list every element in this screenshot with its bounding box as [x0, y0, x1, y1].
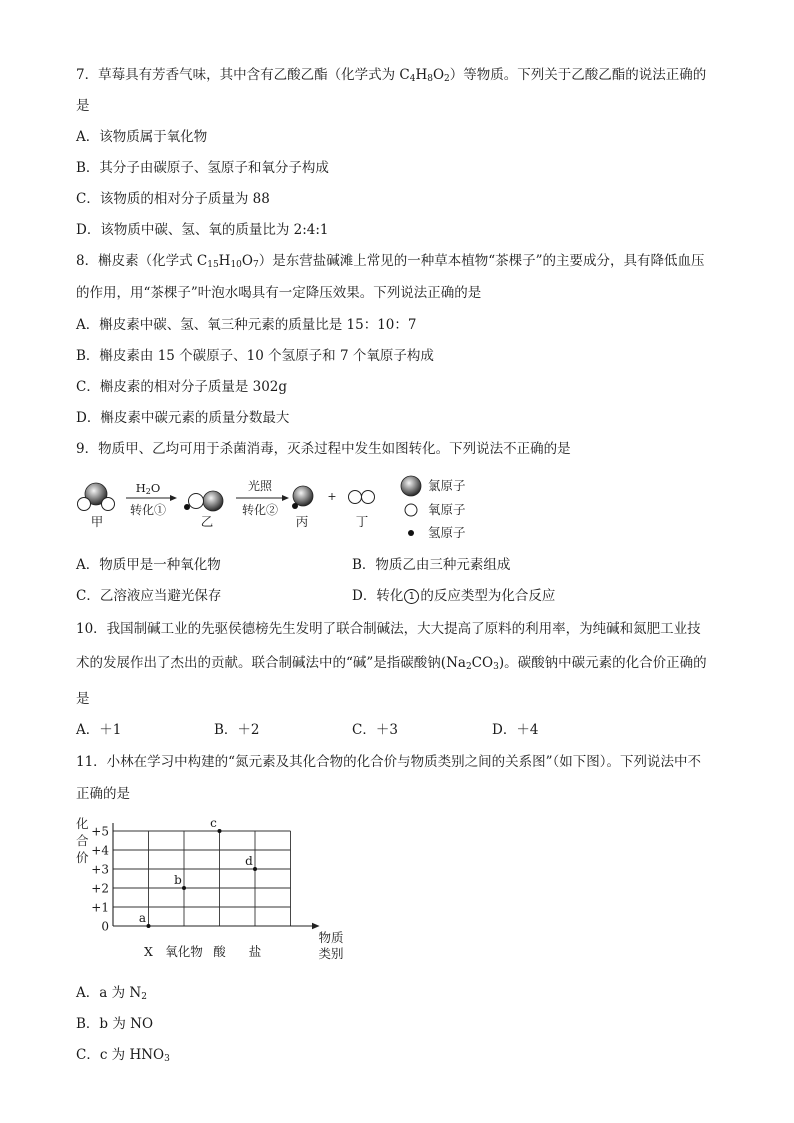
q8-option-d: D．槲皮素中碳元素的质量分数最大 [76, 410, 290, 426]
q8-stem-line1: 8．槲皮素（化学式 $C_{15}H_{10}O_7$）是东营盐碱滩上常见的一种草本植物“茶棵子”的主要成分，具有降低血压 [76, 253, 705, 270]
y-tick-label: +1 [91, 900, 109, 915]
q11-stem-line2: 正确的是 [76, 786, 130, 802]
q9-reaction-diagram [70, 470, 490, 546]
y-tick-label: 0 [101, 919, 109, 934]
q7-option-d: D．该物质中碳、氢、氧的质量比为 2:4:1 [76, 222, 329, 238]
q10-option-d: D．＋4 [492, 722, 539, 738]
y-tick-label: +4 [91, 843, 109, 858]
y-axis-label-char: 化 [76, 816, 89, 831]
data-point-label-a: a [138, 911, 147, 925]
q9-option-c: C．乙溶液应当避光保存 [76, 588, 222, 604]
arrow-conversion-2 [236, 478, 289, 517]
q7-option-b: B．其分子由碳原子、氢原子和氧分子构成 [76, 160, 329, 176]
q8-stem-line2: 的作用，用“茶棵子”叶泡水喝具有一定降压效果。下列说法正确的是 [76, 285, 482, 301]
molecule-bing [292, 486, 313, 509]
q9-option-d: D．转化 1 的反应类型为化合反应 [352, 588, 556, 604]
svg-text:光照: 光照 [247, 479, 273, 493]
q8-option-c: C．槲皮素的相对分子质量是 302g [76, 379, 288, 395]
y-tick-label: +5 [91, 824, 109, 839]
chart-x-ticks [144, 944, 262, 959]
svg-text:H2O: H2O [135, 481, 161, 496]
y-axis-label-char: 价 [76, 850, 89, 865]
x-tick-label: 氧化物 [165, 944, 203, 959]
q10-option-a: A．＋1 [76, 722, 122, 738]
q8-option-b: B．槲皮素由 15 个碳原子、10 个氢原子和 7 个氧原子构成 [76, 348, 434, 364]
q9-option-b: B．物质乙由三种元素组成 [352, 557, 511, 573]
q11-stem-line1: 11．小林在学习中构建的“氮元素及其化合物的化合价与物质类别之间的关系图”（如下图）。下列说法中不 [76, 754, 701, 770]
y-tick-label: +2 [91, 881, 109, 896]
q10-option-b: B．＋2 [214, 722, 260, 738]
label-yi: 乙 [200, 514, 214, 529]
legend-chlorine: 氯原子 [428, 478, 466, 493]
svg-text:转化②: 转化② [241, 503, 279, 517]
q10-stem-line3: 是 [76, 691, 90, 707]
molecule-ding [349, 491, 375, 504]
q7-option-c: C．该物质的相对分子质量为 88 [76, 191, 270, 207]
x-tick-label: 盐 [248, 944, 262, 959]
plus-sign: + [327, 490, 337, 503]
x-axis-label-line: 物质 [318, 930, 344, 945]
q10-stem-line2: 术的发展作出了杰出的贡献。联合制碱法中的“碱”是指碳酸钠$(Na_2CO_3)$。碳酸钠中碳元素的化合价正确的 [76, 655, 707, 672]
chart-axis-labels [76, 816, 344, 961]
q10-option-c: C．＋3 [352, 722, 398, 738]
x-tick-label: X [144, 944, 153, 959]
q7-option-a: A．该物质属于氧化物 [76, 129, 208, 145]
label-bing: 丙 [295, 514, 309, 529]
data-point-label-d: d [245, 854, 253, 868]
molecule-jia [78, 483, 115, 511]
legend-oxygen: 氧原子 [428, 502, 466, 517]
q7-stem-line2: 是 [76, 98, 90, 114]
chart-y-ticks [91, 825, 109, 934]
atom-legend [401, 476, 466, 540]
data-point-b [182, 886, 186, 890]
legend-hydrogen: 氢原子 [428, 525, 466, 540]
q10-stem-line1: 10．我国制碱工业的先驱侯德榜先生发明了联合制碱法，大大提高了原料的利用率，为纯碱和氮肥工业技 [76, 621, 701, 637]
chart-points [139, 816, 257, 928]
data-point-a [147, 924, 151, 928]
data-point-label-c: c [210, 816, 217, 830]
q11-option-a: A．a 为 $N_2$ [76, 985, 147, 1002]
molecule-yi [184, 491, 223, 511]
y-axis-label-char: 合 [76, 833, 89, 848]
q8-option-a: A．槲皮素中碳、氢、氧三种元素的质量比是 15：10：7 [76, 317, 417, 333]
q11-option-b: B．b 为 NO [76, 1016, 154, 1032]
x-axis-label-line: 类别 [318, 946, 344, 961]
data-point-d [253, 867, 257, 871]
x-tick-label: 酸 [213, 944, 226, 959]
svg-text:转化①: 转化① [129, 503, 167, 517]
q7-stem-line1: 7．草莓具有芳香气味，其中含有乙酸乙酯（化学式为 $C_4H_8O_2$）等物质。下列关于乙酸乙酯的说法正确的 [76, 67, 707, 84]
q9-stem: 9．物质甲、乙均可用于杀菌消毒，灭杀过程中发生如图转化。下列说法不正确的是 [76, 441, 571, 457]
arrow-conversion-1 [126, 481, 177, 517]
q11-option-c: C．c 为 $HNO_3$ [76, 1047, 170, 1064]
label-ding: 丁 [355, 514, 369, 529]
data-point-c [218, 829, 222, 833]
q9-option-a: A．物质甲是一种氧化物 [76, 557, 221, 573]
circled-number: 1 [404, 589, 419, 604]
label-jia: 甲 [90, 514, 104, 529]
y-tick-label: +3 [91, 862, 109, 877]
data-point-label-b: b [174, 873, 182, 887]
q11-valence-chart [70, 812, 344, 972]
